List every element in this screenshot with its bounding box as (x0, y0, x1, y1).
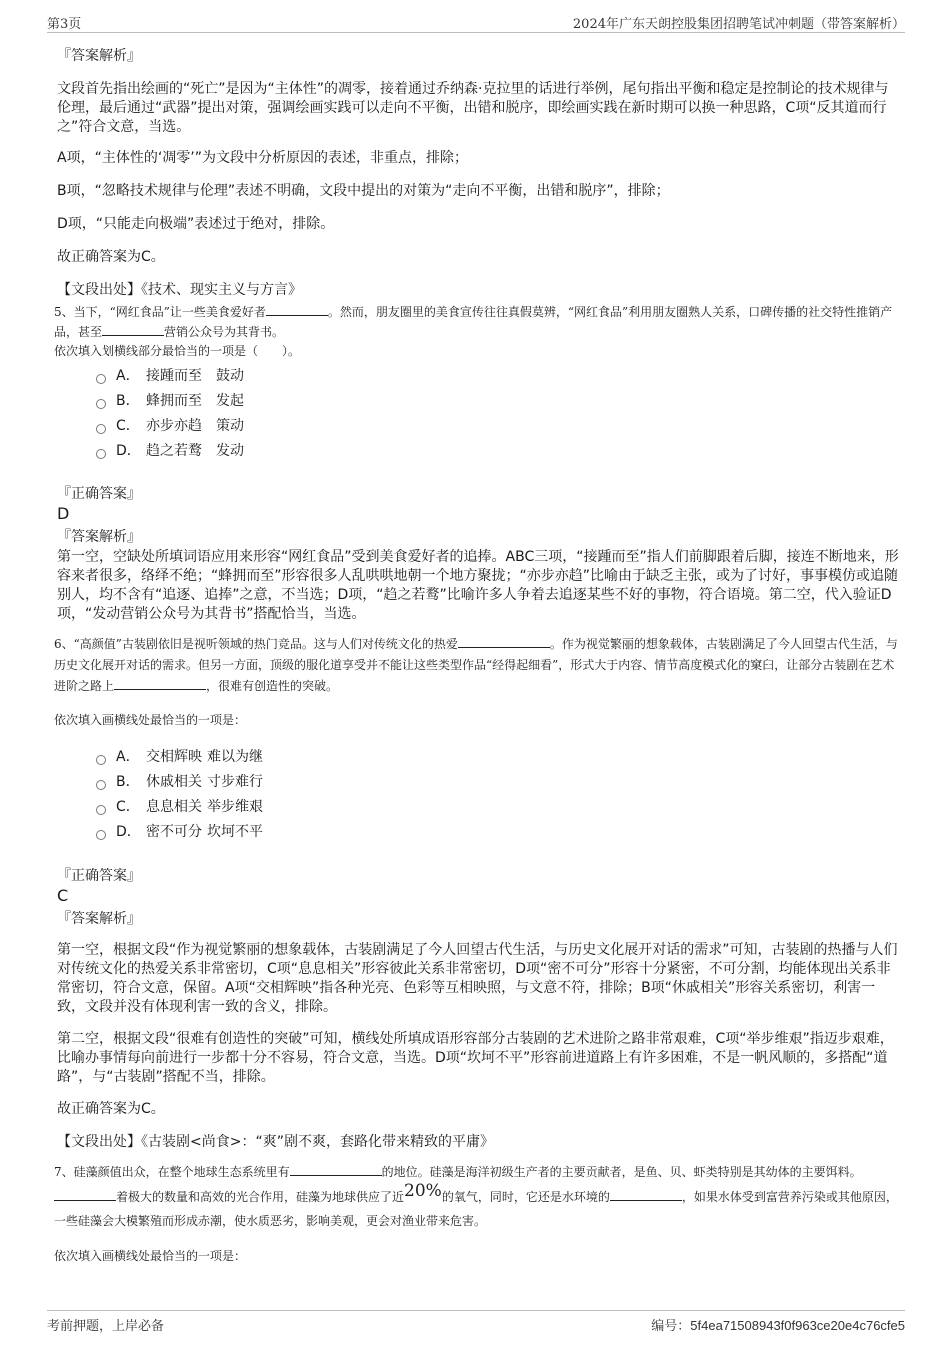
q5-analysis-label: 『答案解析』 (57, 529, 141, 545)
q5-analysis: 第一空，空缺处所填词语应用来形容“网红食品”受到美食爱好者的追捧。ABC三项，“接踵而至”指人们前脚跟着后脚，接连不断地来，形容来者很多，络绎不绝；“蜂拥而至”形容很多人乱哄哄地朝一个地方聚拢；“亦步亦趋”比喻由于缺乏主张，或为了讨好，事事模仿或追随别人，均不含有“追逐、追捧”之意，不当选；D项，“趋之若鹜”比喻许多人争着去追逐某些不好的事物，符合语境。第二空，代入验证D项，“发动营销公众号为其背书”搭配恰当，当选。 (57, 549, 899, 622)
q7-blank-3 (610, 1187, 682, 1201)
q6-blank-1 (458, 634, 550, 648)
q5-stem: 5、当下，“网红食品”让一些美食爱好者 。然而，朋友圈里的美食宣传往往真假莫辨，“网红食品”利用朋友圈熟人关系，口碑传播的社交特性推销产品，甚至 营销公众号为其背书。 (54, 302, 900, 342)
q5-option-b[interactable]: B． 蜂拥而至 发起 (96, 389, 900, 414)
q6-option-d[interactable]: D． 密不可分 坎坷不平 (96, 820, 900, 845)
q6-option-a[interactable]: A． 交相辉映 难以为继 (96, 745, 900, 770)
q5-option-c[interactable]: C． 亦步亦趋 策动 (96, 414, 900, 439)
page-number: 第3页 (47, 17, 82, 32)
q7-instruction: 依次填入画横线处最恰当的一项是： (54, 1249, 247, 1263)
footer-slogan: 考前押题，上岸必备 (47, 1319, 165, 1334)
q6-blank-2 (114, 676, 206, 690)
q5-blank-2 (102, 322, 164, 336)
q5-option-d[interactable]: D． 趋之若鹜 发动 (96, 439, 900, 464)
q6-options (96, 745, 900, 845)
q6-answer: C (57, 886, 69, 905)
q6-analysis-p1: 第一空，根据文段“作为视觉繁丽的想象载体，古装剧满足了今人回望古代生活，与历史文化展开对话的需求”可知，古装剧的热播与人们对传统文化的热爱关系非常密切，C项“息息相关”形容彼此关系非常密切，D项“密不可分”形容十分紧密，不可分割，均能体现出关系非常密切，符合文意，保留。A项“交相辉映”指各种光亮、色彩等互相映照，与文意不符，排除；B项“休戚相关”形容关系密切，利害一致，文段并没有体现利害一致的含义，排除。 (57, 942, 898, 1015)
q6-option-c[interactable]: C． 息息相关 举步维艰 (96, 795, 900, 820)
q4-analysis-label: 『答案解析』 (57, 48, 141, 64)
q4-analysis-d: D项，“只能走向极端”表述过于绝对，排除。 (57, 216, 335, 232)
page-header (47, 10, 905, 33)
q6-instruction: 依次填入画横线处最恰当的一项是： (54, 713, 247, 727)
q7-percent: 20% (404, 1181, 442, 1201)
q4-conclusion: 故正确答案为C。 (57, 249, 165, 265)
radio-icon[interactable] (96, 449, 106, 459)
q5-instruction: 依次填入划横线部分最恰当的一项是（ ）。 (54, 344, 301, 358)
radio-icon[interactable] (96, 424, 106, 434)
document-id: 编号：5f4ea71508943f0f963ce20e4c76cfe5 (651, 1318, 905, 1333)
radio-icon[interactable] (96, 780, 106, 790)
q5-option-a[interactable]: A． 接踵而至 鼓动 (96, 364, 900, 389)
q7-blank-2 (54, 1187, 116, 1201)
q5-answer-label: 『正确答案』 (57, 486, 141, 502)
q6-option-b[interactable]: B． 休戚相关 寸步难行 (96, 770, 900, 795)
q4-analysis-b: B项，“忽略技术规律与伦理”表述不明确，文段中提出的对策为“走向不平衡，出错和脱序”，排除； (57, 183, 670, 199)
q4-analysis-a: A项，“主体性的‘凋零’”为文段中分析原因的表述，非重点，排除； (57, 150, 468, 166)
radio-icon[interactable] (96, 399, 106, 409)
radio-icon[interactable] (96, 805, 106, 815)
radio-icon[interactable] (96, 755, 106, 765)
q5-options (96, 364, 900, 464)
q6-source: 【文段出处】《古装剧<尚食>：“爽”剧不爽，套路化带来精致的平庸》 (57, 1134, 494, 1150)
q6-analysis-label: 『答案解析』 (57, 911, 141, 927)
q6-conclusion: 故正确答案为C。 (57, 1101, 165, 1117)
q7-stem: 7、硅藻颜值出众，在整个地球生态系统里有 的地位。硅藻是海洋初级生产者的主要贡献者，是鱼、贝、虾类特别是其幼体的主要饵料。着极大的数量和高效的光合作用，硅藻为地球供应了近20%的氧气，同时，它还是水环境的 ，如果水体受到富营养污染或其他原因，一些硅藻会大模繁殖而形成赤潮，使水质恶劣，影响美观，更会对渔业带来危害。 (54, 1160, 900, 1233)
q4-source: 【文段出处】《技术、现实主义与方言》 (57, 282, 302, 298)
q4-analysis-p1: 文段首先指出绘画的“死亡”是因为“主体性”的凋零，接着通过乔纳森·克拉里的话进行举例，尾句指出平衡和稳定是控制论的技术规律与伦理，最后通过“武器”提出对策，强调绘画实践可以走向不平衡，出错和脱序，即绘画实践在新时期可以换一种思路，C项“反其道而行之”符合文意，当选。 (57, 81, 889, 135)
radio-icon[interactable] (96, 830, 106, 840)
q7-blank-1 (290, 1162, 382, 1176)
main-content (54, 44, 900, 1266)
radio-icon[interactable] (96, 374, 106, 384)
document-title: 2024年广东天朗控股集团招聘笔试冲刺题（带答案解析） (572, 17, 905, 32)
page-footer (47, 1310, 905, 1333)
q6-analysis-p2: 第二空，根据文段“很难有创造性的突破”可知，横线处所填成语形容部分古装剧的艺术进阶之路非常艰难，C项“举步维艰”指迈步艰难，比喻办事情每向前进行一步都十分不容易，符合文意，当选。D项“坎坷不平”形容前进道路上有许多困难，不是一帆风顺的，多搭配“道路”，与“古装剧”搭配不当，排除。 (57, 1031, 894, 1085)
q6-stem: 6、“高颜值”古装剧依旧是视听领域的热门竞品。这与人们对传统文化的热爱 。作为视觉繁丽的想象载体，古装剧满足了今人回望古代生活，与历史文化展开对话的需求。但另一方面，顶级的服化道享受并不能让这些类型作品“经得起细看”，形式大于内容、情节高度模式化的窠臼，让部分古装剧在艺术进阶之路上 ，很难有创造性的突破。 (54, 634, 900, 697)
q6-answer-label: 『正确答案』 (57, 868, 141, 884)
q5-answer: D (57, 504, 70, 523)
q5-blank-1 (266, 302, 328, 316)
